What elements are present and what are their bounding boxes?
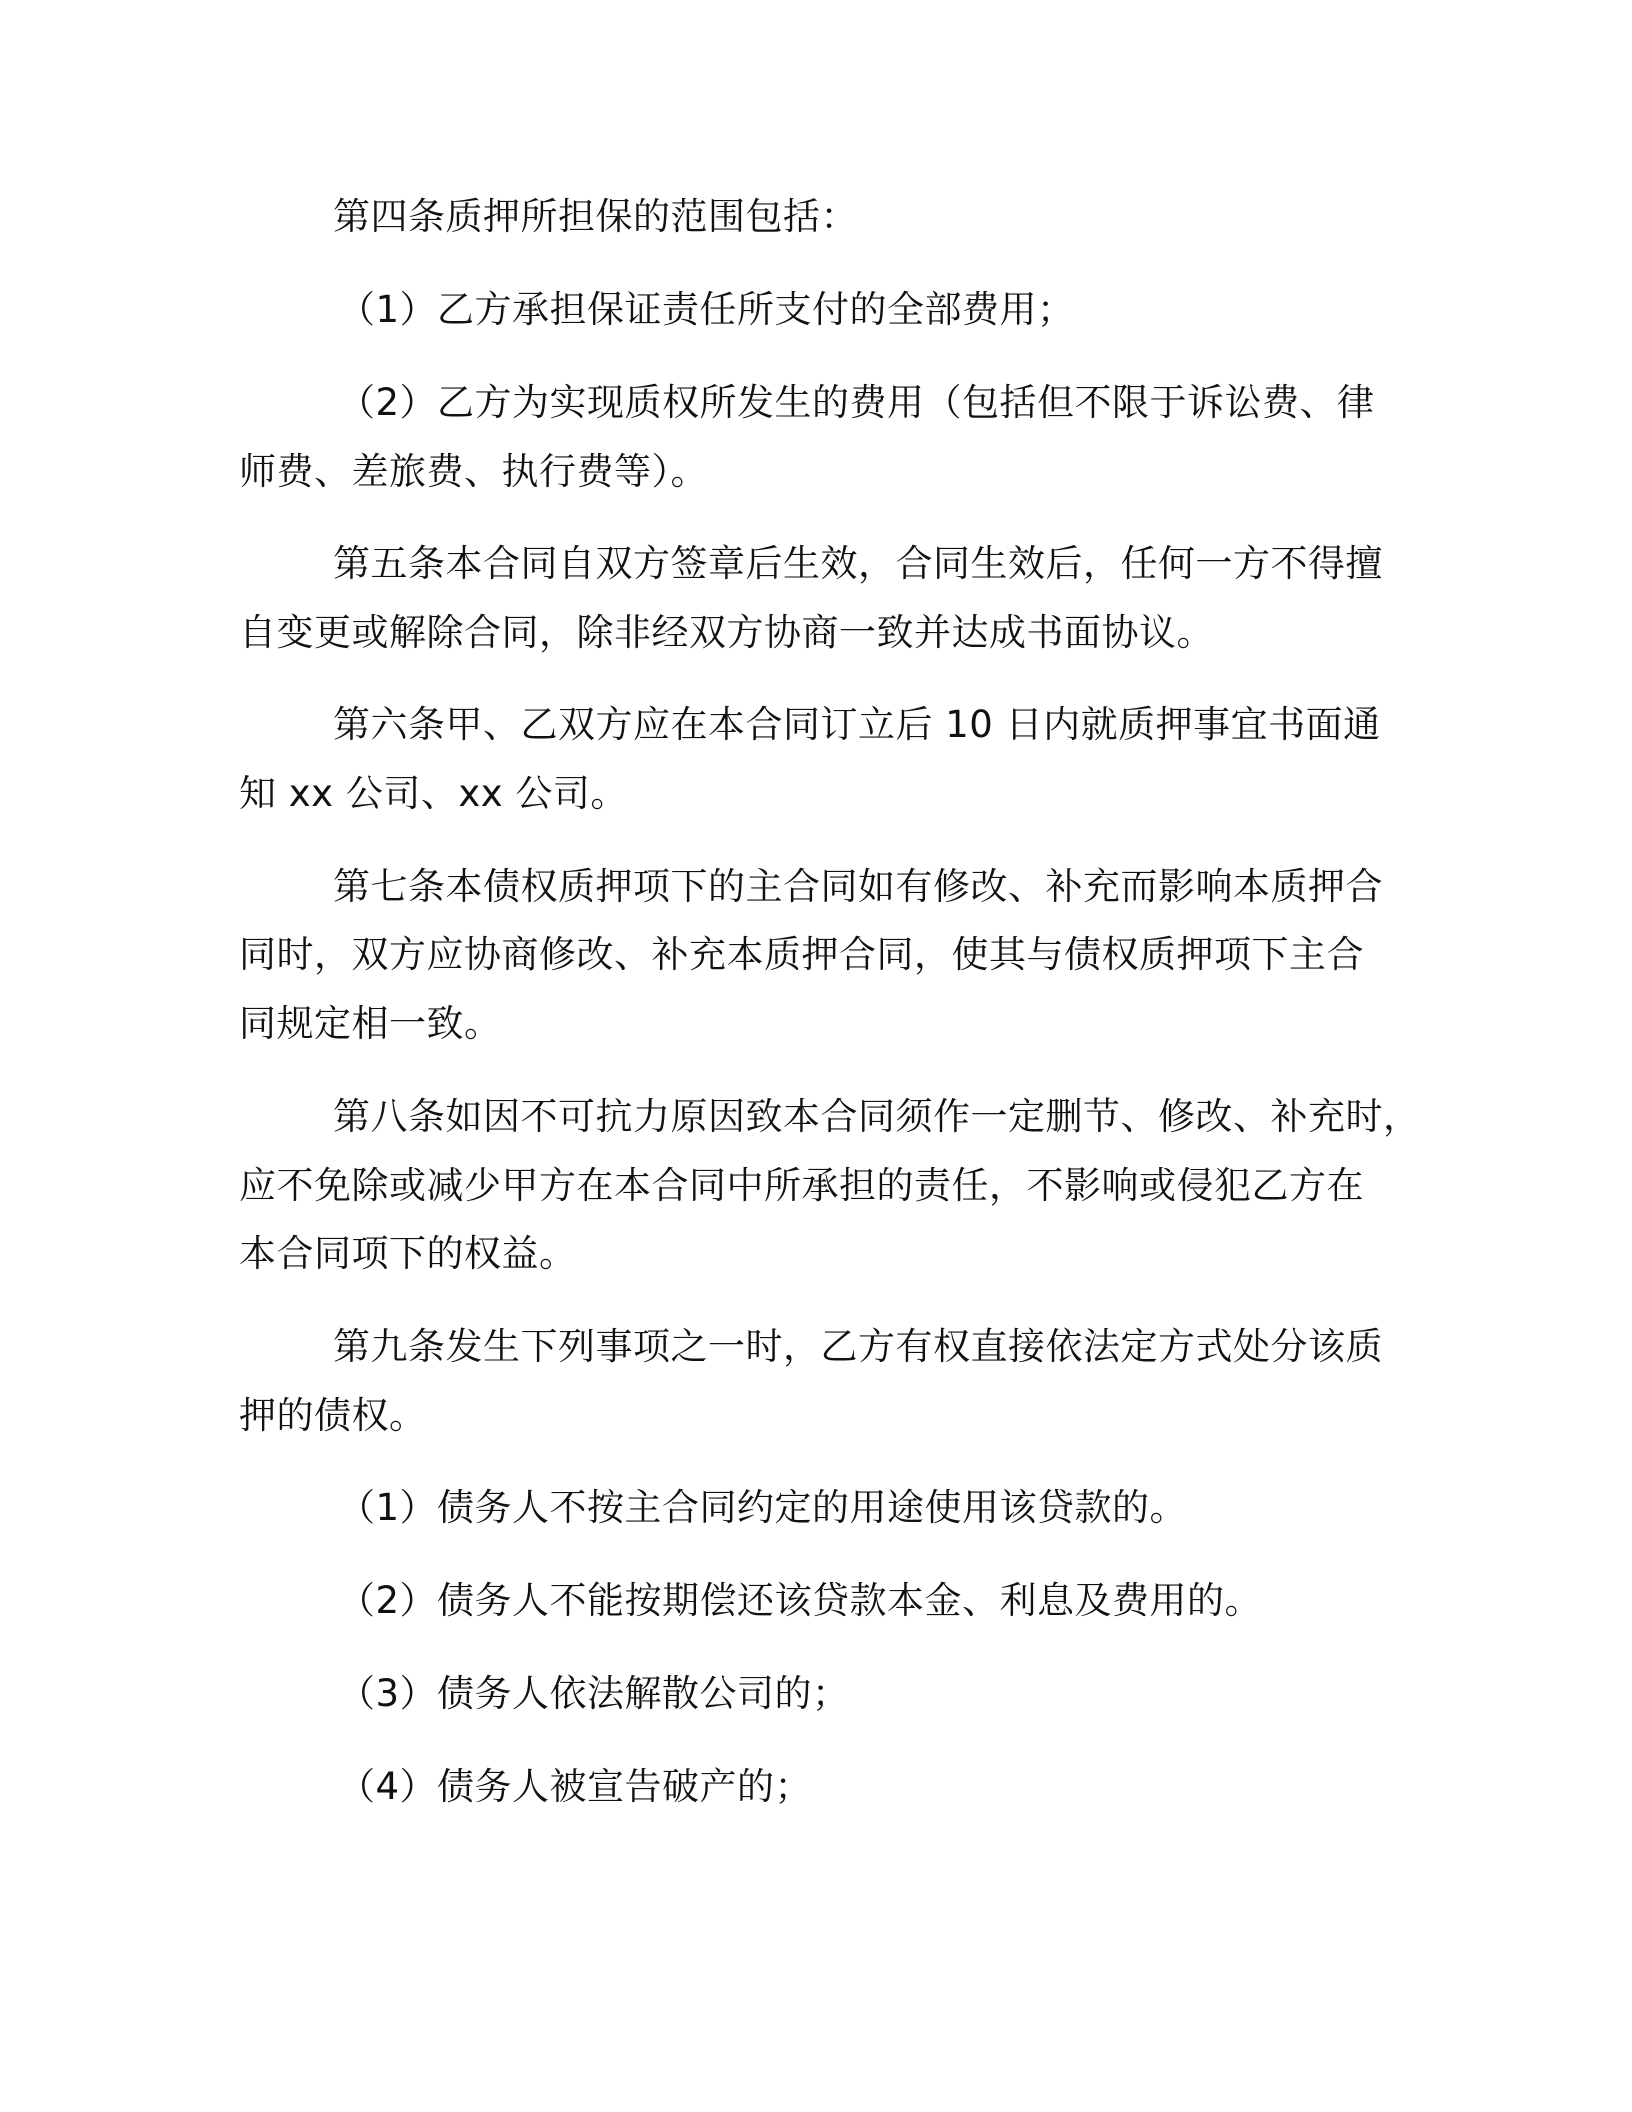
article-4-heading: 第四条质押所担保的范围包括： (333, 195, 858, 238)
article-7-line-1: 第七条本债权质押项下的主合同如有修改、补充而影响本质押合 (333, 865, 1383, 908)
article-6-line-2: 知 xx 公司、xx 公司。 (239, 772, 628, 815)
article-4-item-2-line-2: 师费、差旅费、执行费等）。 (239, 450, 708, 493)
article-5-line-1: 第五条本合同自双方签章后生效，合同生效后，任何一方不得擅 (333, 542, 1383, 585)
article-9-item-4: （4）债务人被宣告破产的； (338, 1765, 813, 1808)
article-7-line-3: 同规定相一致。 (239, 1002, 502, 1045)
article-9-line-2: 押的债权。 (239, 1394, 427, 1437)
article-8-line-1: 第八条如因不可抗力原因致本合同须作一定删节、修改、补充时， (333, 1095, 1421, 1138)
article-9-item-1: （1）债务人不按主合同约定的用途使用该贷款的。 (338, 1486, 1188, 1529)
article-4-item-2-line-1: （2）乙方为实现质权所发生的费用（包括但不限于诉讼费、律 (338, 381, 1375, 424)
article-5-line-2: 自变更或解除合同，除非经双方协商一致并达成书面协议。 (239, 611, 1214, 654)
article-9-item-3: （3）债务人依法解散公司的； (338, 1672, 850, 1715)
article-7-line-2: 同时，双方应协商修改、补充本质押合同，使其与债权质押项下主合 (239, 933, 1364, 976)
article-4-item-1: （1）乙方承担保证责任所支付的全部费用； (338, 288, 1075, 331)
article-9-item-2: （2）债务人不能按期偿还该贷款本金、利息及费用的。 (338, 1579, 1263, 1622)
article-6-line-1: 第六条甲、乙双方应在本合同订立后 10 日内就质押事宜书面通 (333, 703, 1381, 746)
article-8-line-3: 本合同项下的权益。 (239, 1232, 577, 1275)
article-8-line-2: 应不免除或减少甲方在本合同中所承担的责任，不影响或侵犯乙方在 (239, 1164, 1364, 1207)
article-9-line-1: 第九条发生下列事项之一时，乙方有权直接依法定方式处分该质 (333, 1325, 1383, 1368)
